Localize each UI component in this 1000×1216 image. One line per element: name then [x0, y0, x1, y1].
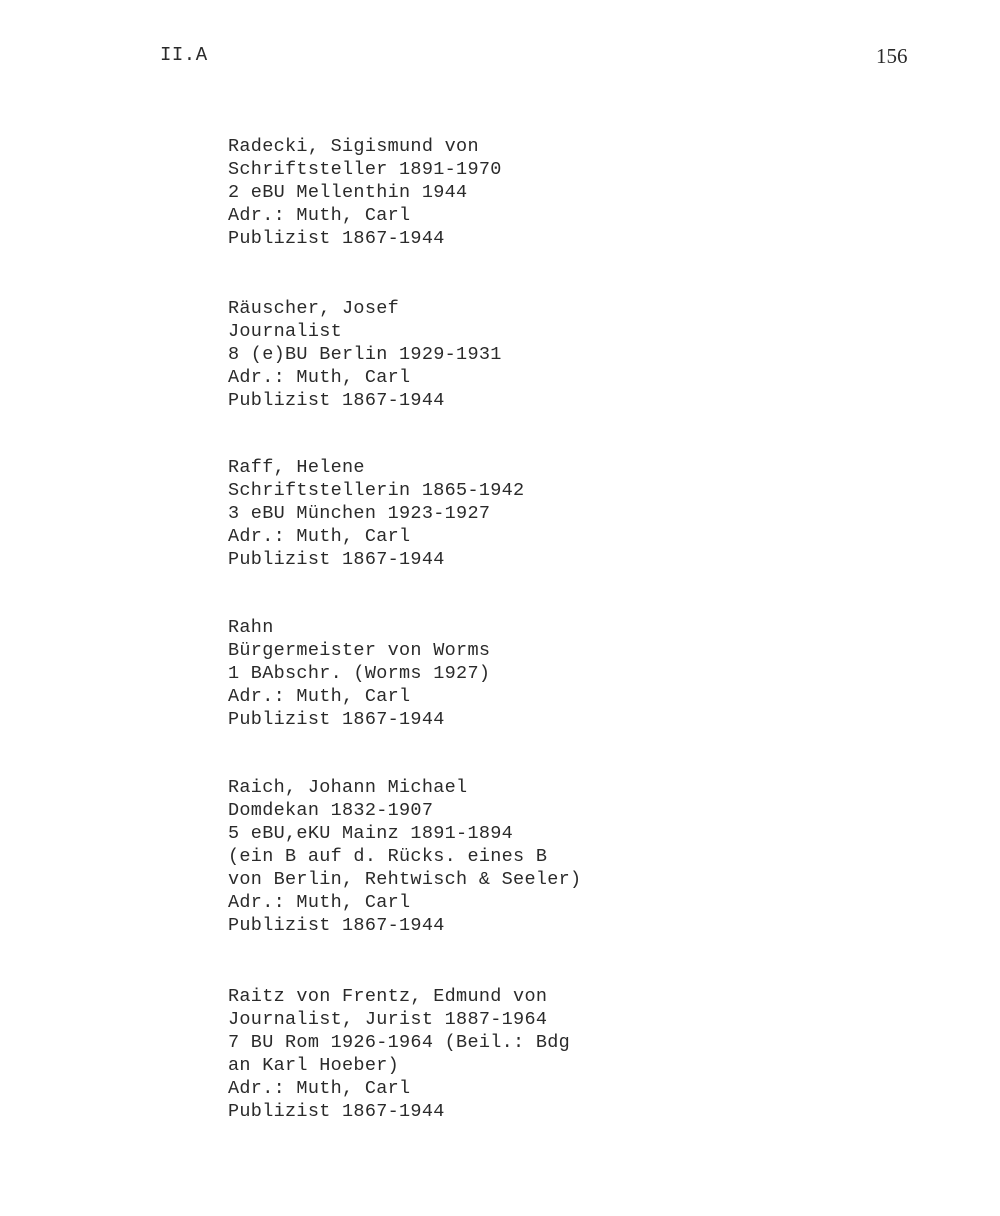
list-item	[228, 297, 502, 412]
list-item	[228, 456, 524, 571]
entry-addressee-detail: Publizist 1867-1944	[228, 915, 445, 936]
section-label: II.A	[160, 44, 208, 66]
list-item	[228, 985, 570, 1123]
entry-name: Räuscher, Josef	[228, 298, 400, 319]
entry-profession: Schriftstellerin 1865-1942	[228, 480, 525, 501]
entry-addressee-detail: Publizist 1867-1944	[228, 228, 445, 249]
entry-name: Radecki, Sigismund von	[228, 136, 479, 157]
entry-holdings: 7 BU Rom 1926-1964 (Beil.: Bdg	[228, 1032, 571, 1053]
entry-addressee-detail: Publizist 1867-1944	[228, 1101, 445, 1122]
entry-addressee: Adr.: Muth, Carl	[228, 367, 411, 388]
entry-profession: Journalist, Jurist 1887-1964	[228, 1009, 548, 1030]
entry-note: an Karl Hoeber)	[228, 1055, 400, 1076]
entry-holdings: 8 (e)BU Berlin 1929-1931	[228, 344, 502, 365]
entry-addressee: Adr.: Muth, Carl	[228, 205, 411, 226]
list-item	[228, 616, 490, 731]
entry-profession: Domdekan 1832-1907	[228, 800, 434, 821]
entry-addressee-detail: Publizist 1867-1944	[228, 390, 445, 411]
entry-addressee: Adr.: Muth, Carl	[228, 526, 411, 547]
entry-name: Rahn	[228, 617, 274, 638]
entry-addressee: Adr.: Muth, Carl	[228, 1078, 411, 1099]
page-number: 156	[876, 44, 908, 68]
entry-profession: Schriftsteller 1891-1970	[228, 159, 502, 180]
entry-note: von Berlin, Rehtwisch & Seeler)	[228, 869, 582, 890]
entry-addressee: Adr.: Muth, Carl	[228, 686, 411, 707]
entry-holdings: 1 BAbschr. (Worms 1927)	[228, 663, 491, 684]
entry-holdings: 5 eBU,eKU Mainz 1891-1894	[228, 823, 514, 844]
entry-note: (ein B auf d. Rücks. eines B	[228, 846, 548, 867]
entry-profession: Bürgermeister von Worms	[228, 640, 491, 661]
entry-profession: Journalist	[228, 321, 343, 342]
entry-name: Raich, Johann Michael	[228, 777, 468, 798]
entry-addressee-detail: Publizist 1867-1944	[228, 709, 445, 730]
entry-addressee: Adr.: Muth, Carl	[228, 892, 411, 913]
entry-holdings: 3 eBU München 1923-1927	[228, 503, 491, 524]
entry-name: Raitz von Frentz, Edmund von	[228, 986, 548, 1007]
list-item	[228, 135, 502, 250]
entry-addressee-detail: Publizist 1867-1944	[228, 549, 445, 570]
entry-holdings: 2 eBU Mellenthin 1944	[228, 182, 468, 203]
list-item	[228, 776, 581, 937]
entry-name: Raff, Helene	[228, 457, 365, 478]
